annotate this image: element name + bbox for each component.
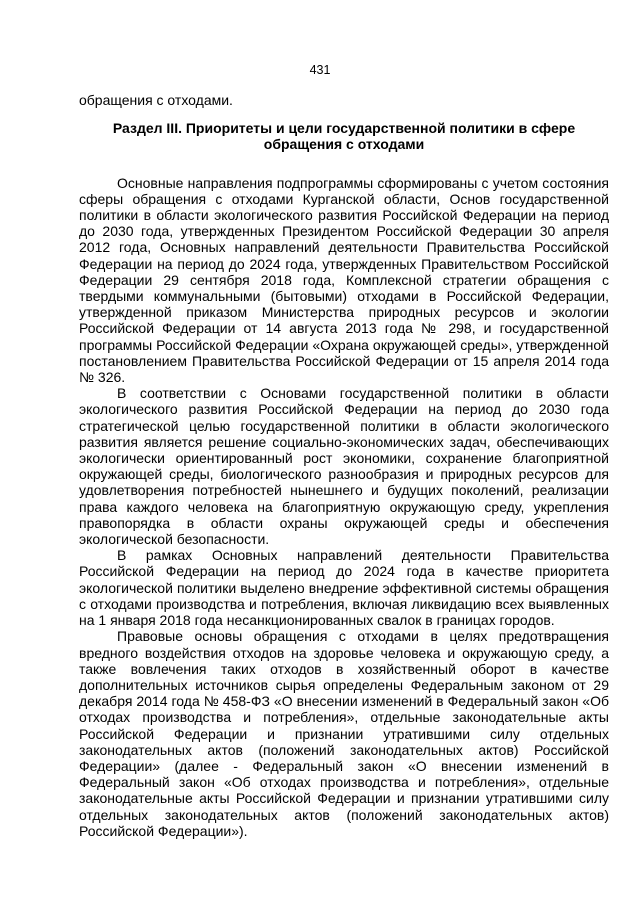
section-title-line-2: обращения с отходами	[263, 136, 425, 153]
paragraph: Основные направления подпрограммы сформированы с учетом состояния сферы обращения с отходами Курганской области, Основ государственной политики в области экологического развития Российской Федерации на период до 2030 года, утвержденных Президентом Российской Федерации 30 апреля 2012 года, Основных направлений деятельности Правительства Российской Федерации на период до 2024 года, утвержденных Правительством Российской Федерации 29 сентября 2018 года, Комплексной стратегии обращения с твердыми коммунальными (бытовыми) отходами в Российской Федерации, утвержденной приказом Министерства природных ресурсов и экологии Российской Федерации от 14 августа 2013 года № 298, и государственной программы Российской Федерации «Охрана окружающей среды», утвержденной постановлением Правительства Российской Федерации от 15 апреля 2014 года № 326.	[79, 174, 609, 386]
paragraph: В соответствии с Основами государственной политики в области экологического развития Российской Федерации на период до 2030 года стратегической целью государственной политики в области экологического развития является решение социально-экономических задач, обеспечивающих экологически ориентированный рост экономики, сохранение благоприятной окружающей среды, биологического разнообразия и природных ресурсов для удовлетворения потребностей нынешнего и будущих поколений, реализации права каждого человека на благоприятную окружающую среду, укрепления правопорядка в области охраны окружающей среды и обеспечения экологической безопасности.	[79, 385, 609, 548]
carry-over-line: обращения с отходами.	[79, 92, 233, 108]
page-number: 431	[309, 63, 331, 77]
section-title-line-1: Раздел III. Приоритеты и цели государственной политики в сфере	[112, 120, 576, 137]
page-content	[79, 92, 609, 839]
section-body	[79, 175, 609, 839]
paragraph: Правовые основы обращения с отходами в целях предотвращения вредного воздействия отходов на здоровье человека и окружающую среду, а также вовлечения таких отходов в хозяйственный оборот в качестве дополнительных источников сырья определены Федеральным законом от 29 декабря 2014 года № 458-ФЗ «О внесении изменений в Федеральный закон «Об отходах производства и потребления», отдельные законодательные акты Российской Федерации и признании утратившими силу отдельных законодательных актов (положений законодательных актов) Российской Федерации» (далее - Федеральный закон «О внесении изменений в Федеральный закон «Об отходах производства и потребления», отдельные законодательные акты Российской Федерации и признании утратившими силу отдельных законодательных актов (положений законодательных актов) Российской Федерации»).	[79, 628, 609, 839]
section-title	[79, 120, 609, 152]
paragraph: В рамках Основных направлений деятельности Правительства Российской Федерации на период до 2024 года в качестве приоритета экологической политики выделено внедрение эффективной системы обращения с отходами производства и потребления, включая ликвидацию всех выявленных на 1 января 2018 года несанкционированных свалок в границах городов.	[79, 547, 609, 629]
